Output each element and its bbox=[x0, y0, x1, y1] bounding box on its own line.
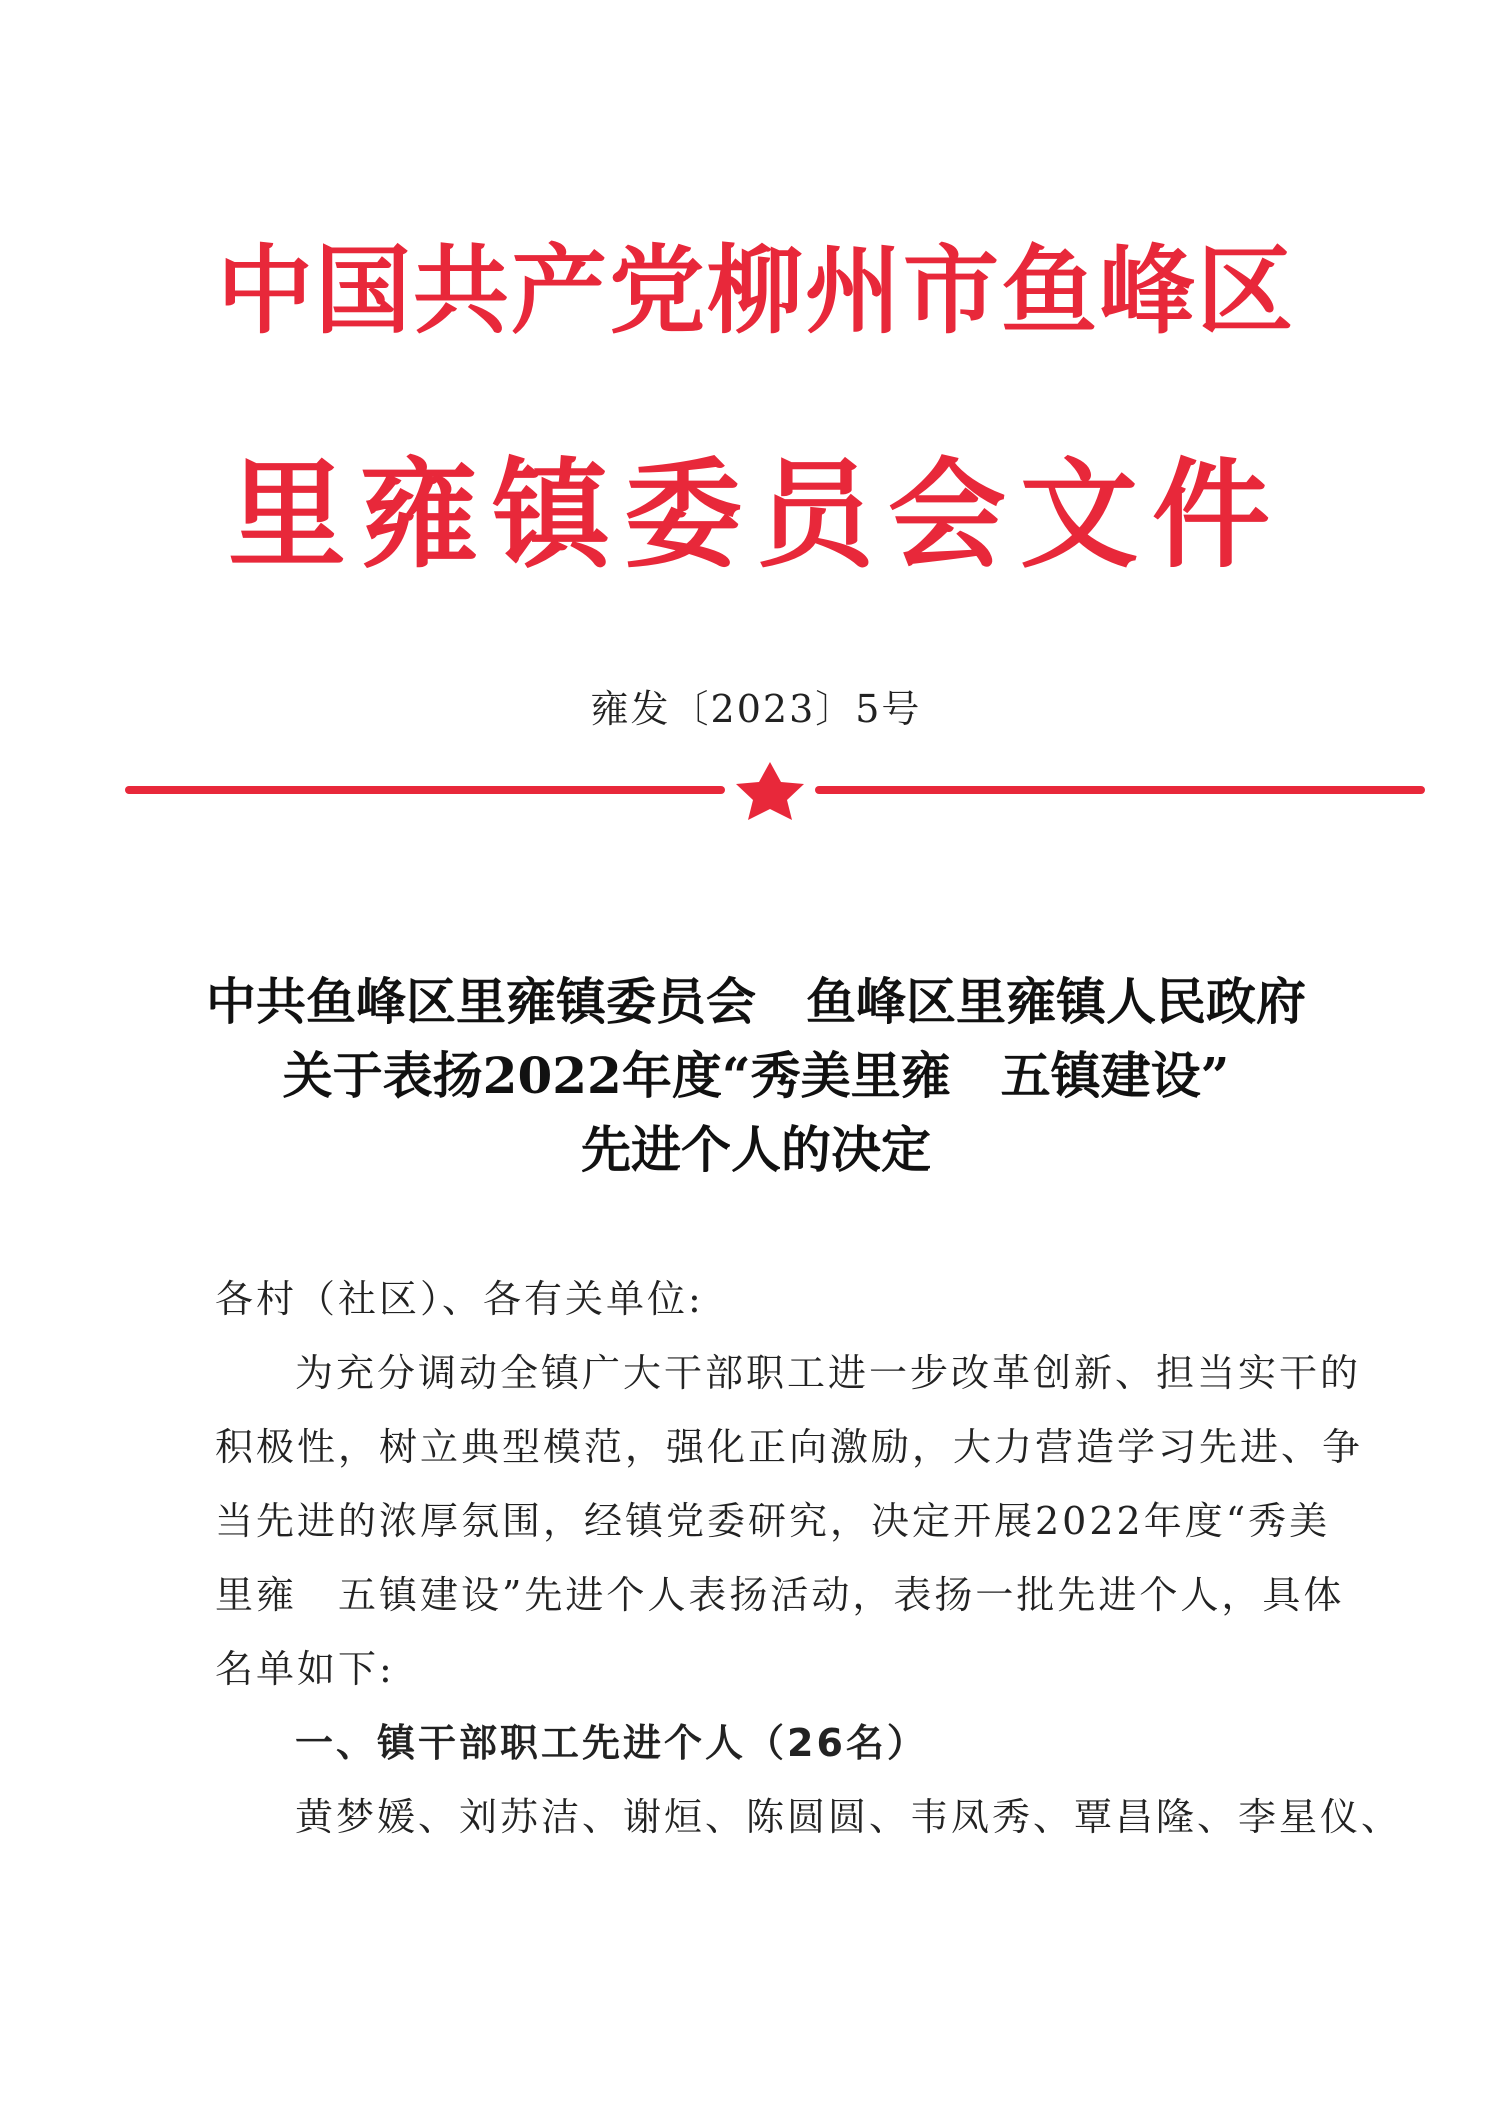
divider-left-rule bbox=[125, 786, 725, 794]
decision-title-line-3: 先进个人的决定 bbox=[581, 1120, 931, 1179]
red-divider bbox=[125, 760, 1425, 820]
paragraph-line: 为充分调动全镇广大干部职工进一步改革创新、担当实干的 bbox=[295, 1351, 1362, 1395]
paragraph-line: 名单如下: bbox=[215, 1647, 395, 1691]
paragraph-line: 当先进的浓厚氛围，经镇党委研究，决定开展2022年度“秀美 bbox=[215, 1499, 1331, 1543]
divider-right-rule bbox=[815, 786, 1425, 794]
salutation: 各村（社区）、各有关单位: bbox=[215, 1277, 704, 1321]
header-org-line-2: 里雍镇委员会文件 bbox=[227, 446, 1284, 584]
paragraph-line: 积极性，树立典型模范，强化正向激励，大力营造学习先进、争 bbox=[215, 1425, 1364, 1469]
decision-title-line-1: 中共鱼峰区里雍镇委员会 鱼峰区里雍镇人民政府 bbox=[206, 972, 1306, 1031]
paragraph-line: 里雍 五镇建设”先进个人表扬活动，表扬一批先进个人，具体 bbox=[215, 1573, 1345, 1617]
document-number: 雍发〔2023〕5号 bbox=[590, 687, 922, 731]
star-icon bbox=[736, 762, 804, 820]
header-org-line-1: 中国共产党柳州市鱼峰区 bbox=[217, 235, 1295, 347]
section-heading: 一、镇干部职工先进个人（26名） bbox=[295, 1721, 928, 1765]
honoree-names: 黄梦媛、刘苏洁、谢烜、陈圆圆、韦凤秀、覃昌隆、李星仪、 bbox=[295, 1795, 1403, 1839]
decision-title-line-2: 关于表扬2022年度“秀美里雍 五镇建设” bbox=[282, 1046, 1230, 1105]
